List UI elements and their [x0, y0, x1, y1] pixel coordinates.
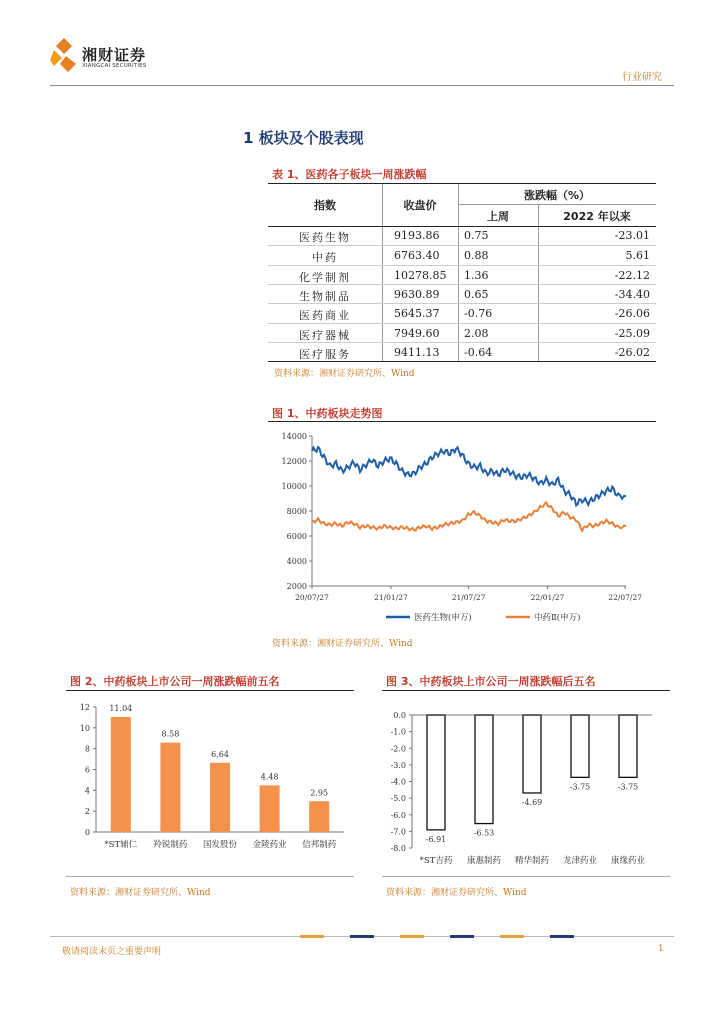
figure3-source: 资料来源：湘财证券研究所、Wind: [386, 888, 527, 898]
bar: [210, 763, 230, 832]
figure1-source: 资料来源：湘财证券研究所、Wind: [272, 639, 413, 649]
figure2-source: 资料来源：湘财证券研究所、Wind: [70, 888, 211, 898]
data-label: -6.53: [473, 828, 495, 838]
table1-cell-name: 医药生物: [299, 231, 351, 244]
table1-row: [268, 303, 656, 323]
bar: [111, 717, 131, 832]
table1-header-change-rule: [458, 204, 656, 205]
y-tick-label: 12: [79, 703, 90, 712]
table1-cell-ytd: -23.01: [614, 229, 650, 242]
y-tick-label: -2.0: [390, 744, 406, 754]
category-label: *ST辅仁: [104, 840, 138, 850]
table1-top-rule: [268, 183, 656, 184]
series-line: [312, 447, 626, 505]
table1-cell-ytd: 5.61: [625, 249, 650, 263]
y-tick-label: 0.0: [393, 711, 406, 720]
x-tick-label: 22/01/27: [530, 593, 565, 602]
section-title: 1 板块及个股表现: [243, 129, 364, 147]
brand-name-en: XIANGCAI SECURITIES: [82, 63, 147, 69]
category-label: 精华制药: [514, 856, 550, 866]
category-label: 信邦制药: [302, 840, 337, 850]
y-tick-label: 4000: [286, 557, 307, 566]
y-tick-label: 8000: [286, 507, 307, 516]
page-number: 1: [658, 944, 664, 954]
logo: [50, 38, 78, 72]
table1-cell-name: 医疗器械: [299, 328, 351, 342]
data-label: -4.69: [521, 797, 543, 807]
table1-cell-close: 9411.13: [394, 345, 440, 359]
figure1-caption: 图 1、中药板块走势图: [272, 407, 383, 420]
y-tick-label: -6.0: [390, 810, 406, 820]
y-tick-label: -8.0: [390, 844, 406, 853]
category-label: 龙津药业: [562, 856, 598, 866]
table1-header-close: 收盘价: [403, 199, 437, 212]
data-label: -6.91: [425, 834, 447, 844]
figure1-top-rule: [268, 421, 656, 422]
bar: [619, 715, 637, 777]
table1-body: [268, 226, 656, 361]
table1-cell-ytd: -26.06: [614, 307, 650, 321]
y-tick-label: 8: [84, 744, 90, 754]
x-tick-label: 20/07/27: [295, 593, 329, 602]
table1-header-ytd: 2022 年以来: [563, 210, 631, 223]
category-label: 国发股份: [202, 840, 238, 850]
bar: [475, 715, 493, 824]
figure2-caption: 图 2、中药板块上市公司一周涨跌幅前五名: [70, 675, 280, 688]
bar: [260, 785, 280, 832]
bar: [427, 715, 445, 830]
bar: [309, 801, 329, 832]
legend-label: 中药Ⅱ(申万): [534, 613, 581, 623]
table1-header-index: 指数: [314, 199, 336, 212]
table1-cell-name: 医药商业: [299, 309, 351, 323]
y-tick-label: 2000: [286, 582, 307, 591]
table1-cell-ytd: -25.09: [614, 326, 650, 340]
y-tick-label: -1.0: [390, 727, 406, 737]
report-category: 行业研究: [622, 72, 662, 83]
category-label: 康缘药业: [610, 856, 646, 866]
header-rule: [50, 85, 674, 86]
category-label: 康惠制药: [466, 856, 502, 866]
y-tick-label: 4: [84, 786, 90, 796]
figure2-bottom-rule: [66, 876, 354, 877]
category-label: *ST吉药: [419, 856, 453, 866]
y-tick-label: 10: [79, 723, 90, 733]
table1-cell-week: 0.88: [464, 249, 489, 263]
table1-row: [268, 342, 656, 362]
data-label: 11.04: [109, 704, 133, 713]
y-tick-label: -4.0: [390, 777, 406, 787]
figure3-top-rule: [382, 690, 670, 691]
data-label: 6.64: [211, 749, 229, 759]
table1-row: [268, 245, 656, 265]
y-tick-label: 6000: [286, 532, 307, 541]
series-line: [312, 502, 626, 531]
table1-row: [268, 323, 656, 343]
table1-cell-ytd: -22.12: [614, 268, 650, 282]
table1-cell-close: 6763.40: [394, 249, 440, 263]
y-tick-label: 0: [84, 828, 90, 837]
table1-cell-week: -0.76: [464, 307, 493, 321]
table1-header-change: 涨跌幅（%）: [523, 189, 591, 202]
legend-label: 医药生物(申万): [414, 613, 472, 623]
table1-cell-close: 9193.86: [394, 229, 440, 242]
y-tick-label: 12000: [281, 457, 307, 466]
brand-name: 湘财证券: [82, 46, 147, 64]
data-label: 2.95: [310, 788, 329, 798]
table1-cell-name: 医疗服务: [299, 347, 351, 361]
table1-row: [268, 284, 656, 304]
data-label: -3.75: [569, 782, 591, 792]
table1-cell-name: 化学制剂: [299, 270, 351, 284]
bar: [160, 743, 180, 832]
table1-cell-close: 9630.89: [394, 287, 440, 301]
figure3-caption: 图 3、中药板块上市公司一周涨跌幅后五名: [386, 675, 596, 688]
data-label: 8.58: [161, 729, 180, 739]
table1-cell-week: 0.65: [464, 287, 489, 301]
table1-cell-close: 7949.60: [394, 326, 440, 340]
table1-cell-week: 2.08: [464, 326, 489, 340]
table1-header-lastweek: 上周: [487, 210, 509, 223]
y-tick-label: -5.0: [390, 794, 406, 804]
table1-source: 资料来源：湘财证券研究所、Wind: [274, 369, 415, 379]
table1-cell-name: 中药: [312, 251, 338, 265]
table1-row: [268, 226, 656, 245]
data-label: -3.75: [617, 782, 639, 792]
x-tick-label: 22/07/27: [608, 593, 642, 602]
x-tick-label: 21/01/27: [374, 593, 408, 602]
figure2-top-rule: [66, 690, 354, 691]
figure3-bottom-rule: [382, 876, 670, 877]
data-label: 4.48: [260, 772, 279, 782]
footer-rule: [50, 934, 674, 940]
y-tick-label: -7.0: [390, 827, 406, 837]
figure2-chart: [66, 693, 354, 871]
y-tick-label: 14000: [281, 432, 307, 441]
table1-caption: 表 1、医药各子板块一周涨跌幅: [272, 168, 427, 181]
x-tick-label: 21/07/27: [451, 593, 486, 602]
y-tick-label: 2: [84, 807, 90, 817]
figure1-chart: [268, 424, 656, 630]
table1-cell-week: 1.36: [464, 268, 489, 282]
table1-cell-close: 5645.37: [394, 307, 440, 321]
y-tick-label: -3.0: [390, 760, 406, 770]
table1-cell-ytd: -34.40: [614, 287, 650, 301]
footer-disclaimer: 敬请阅读末页之重要声明: [62, 947, 162, 957]
y-tick-label: 6: [84, 765, 90, 775]
figure3-chart: [382, 693, 670, 871]
table1-cell-close: 10278.85: [394, 268, 447, 282]
table1-cell-ytd: -26.02: [614, 345, 650, 359]
table1-row: [268, 265, 656, 285]
y-tick-label: 10000: [281, 482, 307, 491]
bar: [571, 715, 589, 777]
table1-cell-name: 生物制品: [299, 289, 351, 303]
table1-cell-week: 0.75: [464, 229, 489, 242]
bar: [523, 715, 541, 793]
table1-cell-week: -0.64: [464, 345, 493, 359]
category-label: 金陵药业: [252, 840, 287, 850]
category-label: 羚锐制药: [153, 840, 188, 850]
